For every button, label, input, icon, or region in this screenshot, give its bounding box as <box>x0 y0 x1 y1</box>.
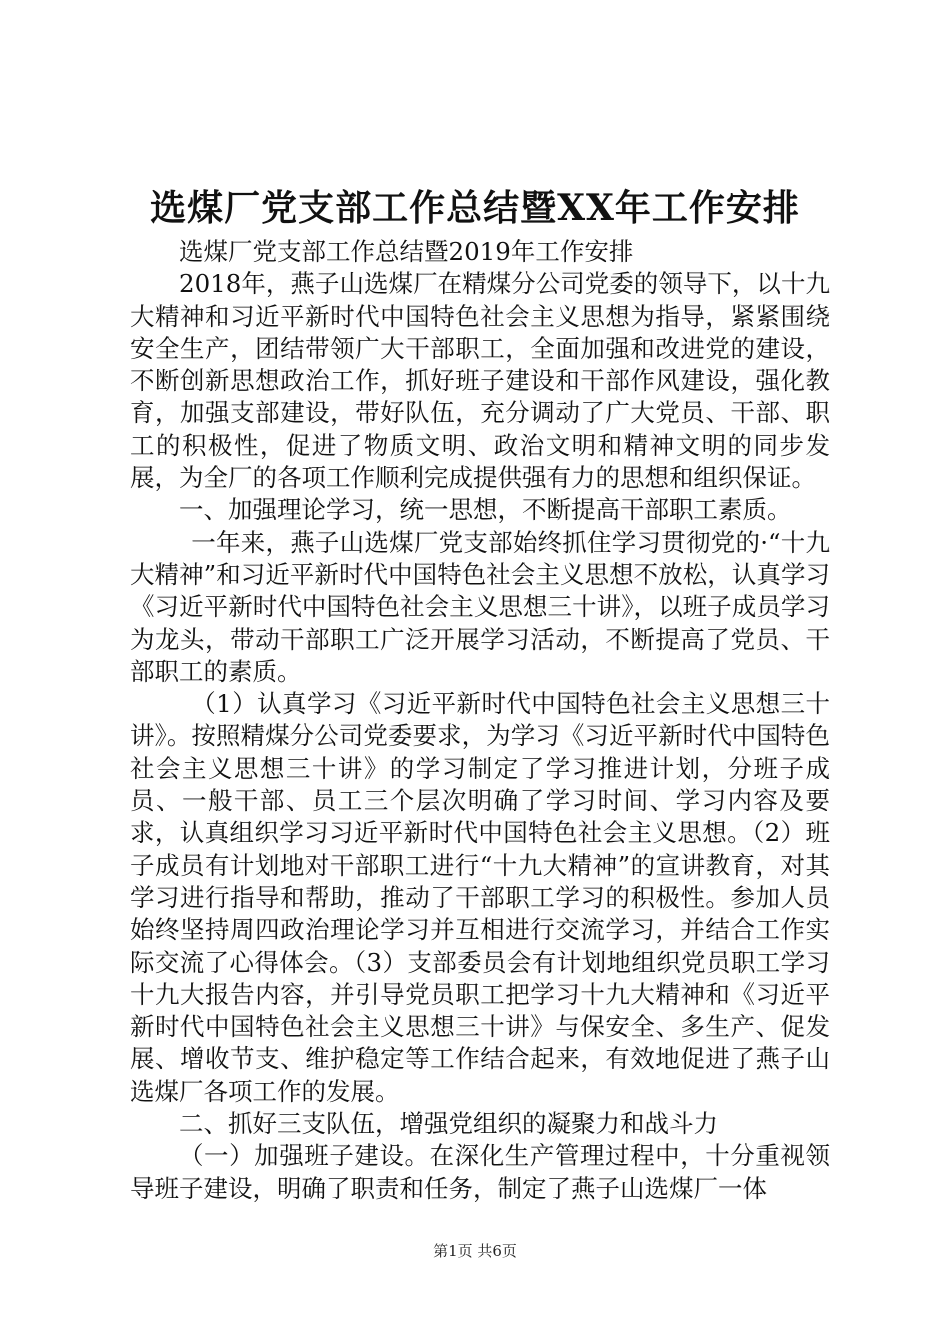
section-heading: 一、加强理论学习，统一思想，不断提高干部职工素质。 <box>179 495 792 525</box>
paragraph: （一）加强班子建设。在深化生产管理过程中，十分重视领导班子建设，明确了职责和任务，制定了燕子山选煤厂一体 <box>130 1141 830 1203</box>
document-title: 选煤厂党支部工作总结暨XX年工作安排 <box>150 187 800 229</box>
paragraph: （1）认真学习《习近平新时代中国特色社会主义思想三十讲》。按照精煤分公司党委要求，为学习《习近平新时代中国特色社会主义思想三十讲》的学习制定了学习推进计划，分班子成员、一般干部、员工三个层次明确了学习时间、学习内容及要求，认真组织学习习近平新时代中国特色社会主义思想。（2）班子成员有计划地对干部职工进行“十九大精神”的宣讲教育，对其学习进行指导和帮助，推动了干部职工学习的积极性。参加人员始终坚持周四政治理论学习并互相进行交流学习，并结合工作实际交流了心得体会。（3）支部委员会有计划地组织党员职工学习十九大报告内容，并引导党员职工把学习十九大精神和《习近平新时代中国特色社会主义思想三十讲》与保安全、多生产、促发展、增收节支、维护稳定等工作结合起来，有效地促进了燕子山选煤厂各项工作的发展。 <box>130 689 830 1106</box>
paragraph: 选煤厂党支部工作总结暨2019年工作安排 <box>179 237 634 266</box>
paragraph: 2018年，燕子山选煤厂在精煤分公司党委的领导下，以十九大精神和习近平新时代中国特色社会主义思想为指导，紧紧围绕安全生产，团结带领广大干部职工，全面加强和改进党的建设，不断创新思想政治工作，抓好班子建设和干部作风建设，强化教育，加强支部建设，带好队伍，充分调动了广大党员、干部、职工的积极性，促进了物质文明、政治文明和精神文明的同步发展，为全厂的各项工作顺利完成提供强有力的思想和组织保证。 <box>130 269 830 493</box>
page-number: 第1页 共6页 <box>433 1242 517 1260</box>
paragraph: 一年来，燕子山选煤厂党支部始终抓住学习贯彻党的·“十九大精神”和习近平新时代中国特色社会主义思想不放松，认真学习《习近平新时代中国特色社会主义思想三十讲》，以班子成员学习为龙头，带动干部职工广泛开展学习活动，不断提高了党员、干部职工的素质。 <box>130 527 830 686</box>
document-body <box>130 236 830 1205</box>
section-heading: 二、抓好三支队伍，增强党组织的凝聚力和战斗力 <box>179 1109 718 1139</box>
